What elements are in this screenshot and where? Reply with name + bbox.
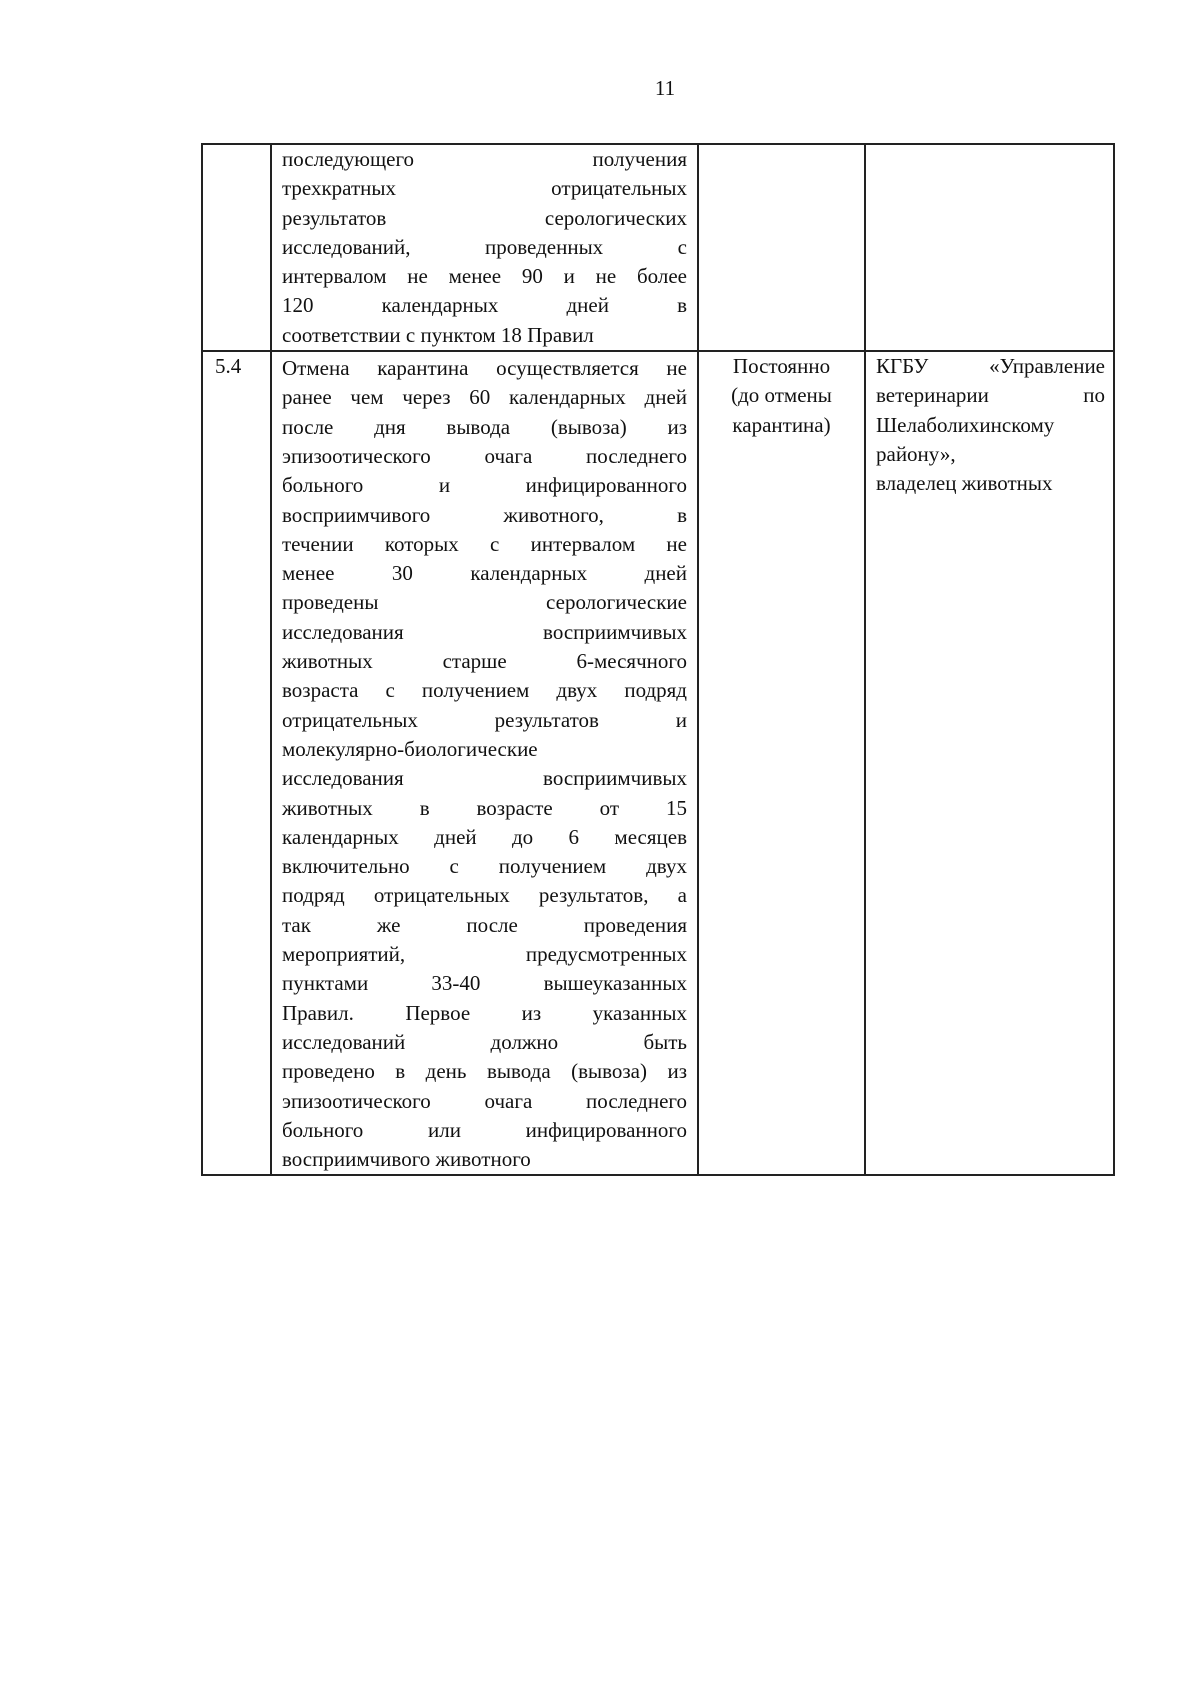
measure-text-line: животных старше 6-месячного: [282, 649, 687, 674]
measure-text-line: так же после проведения: [282, 912, 687, 937]
measure-text-line: календарных дней до 6 месяцев: [282, 824, 687, 849]
term-text-line: (до отмены: [731, 383, 832, 408]
measure-text-line: восприимчивого животного, в: [282, 502, 687, 527]
measure-text-line: после дня вывода (вывоза) из: [282, 414, 687, 439]
measure-text-line: исследований должно быть: [282, 1029, 687, 1054]
responsible-text-line: району»,: [876, 441, 956, 466]
measure-text-line: пунктами 33-40 вышеуказанных: [282, 971, 687, 996]
measure-text-line: менее 30 календарных дней: [282, 561, 687, 586]
term-cell: [698, 144, 865, 351]
measure-text-line: подряд отрицательных результатов, а: [282, 883, 687, 908]
measure-text-line: интервалом не менее 90 и не более: [282, 264, 687, 289]
responsible-cell: [865, 351, 1114, 1175]
item-number-cell: 5.4: [202, 351, 271, 1175]
measure-text-line: трехкратных отрицательных: [282, 176, 687, 201]
responsible-text-line: КГБУ «Управление: [876, 354, 1105, 379]
table-row-continuation: [202, 144, 1114, 351]
responsible-cell: [865, 144, 1114, 351]
responsible-text-line: владелец животных: [876, 471, 1053, 496]
term-text-line: Постоянно: [732, 354, 831, 379]
measure-text-line: ранее чем через 60 календарных дней: [282, 385, 687, 410]
measure-text-line: проведены серологические: [282, 590, 687, 615]
measure-text-line: больного и инфицированного: [282, 473, 687, 498]
measure-text-line: проведено в день вывода (вывоза) из: [282, 1059, 687, 1084]
measure-text-cell: [271, 144, 698, 351]
page-number: 11: [654, 76, 676, 100]
measures-table: [201, 143, 1115, 1176]
measure-text-line: восприимчивого животного: [282, 1147, 531, 1172]
measure-text-line: результатов серологических: [282, 205, 687, 230]
responsible-text-line: Шелаболихинскому: [876, 412, 1055, 437]
responsible-text-line: ветеринарии по: [876, 383, 1105, 408]
table-row-5-4: [202, 351, 1114, 1175]
measure-text-line: мероприятий, предусмотренных: [282, 942, 687, 967]
measure-text-line: молекулярно-биологические: [282, 736, 538, 761]
measure-text-line: течении которых с интервалом не: [282, 531, 687, 556]
measure-text-line: исследований, проведенных с: [282, 234, 687, 259]
measure-text-line: последующего получения: [282, 147, 687, 171]
item-number-cell: [202, 144, 271, 351]
measure-text-line: Правил. Первое из указанных: [282, 1000, 687, 1025]
measure-text-line: 120 календарных дней в: [282, 293, 687, 318]
measure-text-line: отрицательных результатов и: [282, 707, 687, 732]
measure-text-line: Отмена карантина осуществляется не: [282, 356, 687, 381]
measure-text-line: животных в возрасте от 15: [282, 795, 687, 820]
measure-text-line: исследования восприимчивых: [282, 766, 687, 791]
measure-text-line: возраста с получением двух подряд: [282, 678, 687, 703]
measure-text-line: эпизоотического очага последнего: [282, 443, 687, 468]
measure-text-line: включительно с получением двух: [282, 854, 687, 879]
term-text-line: карантина): [732, 412, 831, 437]
measure-text-line: соответствии с пунктом 18 Правил: [282, 322, 594, 347]
measure-text-line: эпизоотического очага последнего: [282, 1088, 687, 1113]
measure-text-cell: [271, 351, 698, 1175]
measure-text-line: исследования восприимчивых: [282, 619, 687, 644]
term-cell: [698, 351, 865, 1175]
measure-text-line: больного или инфицированного: [282, 1117, 687, 1142]
